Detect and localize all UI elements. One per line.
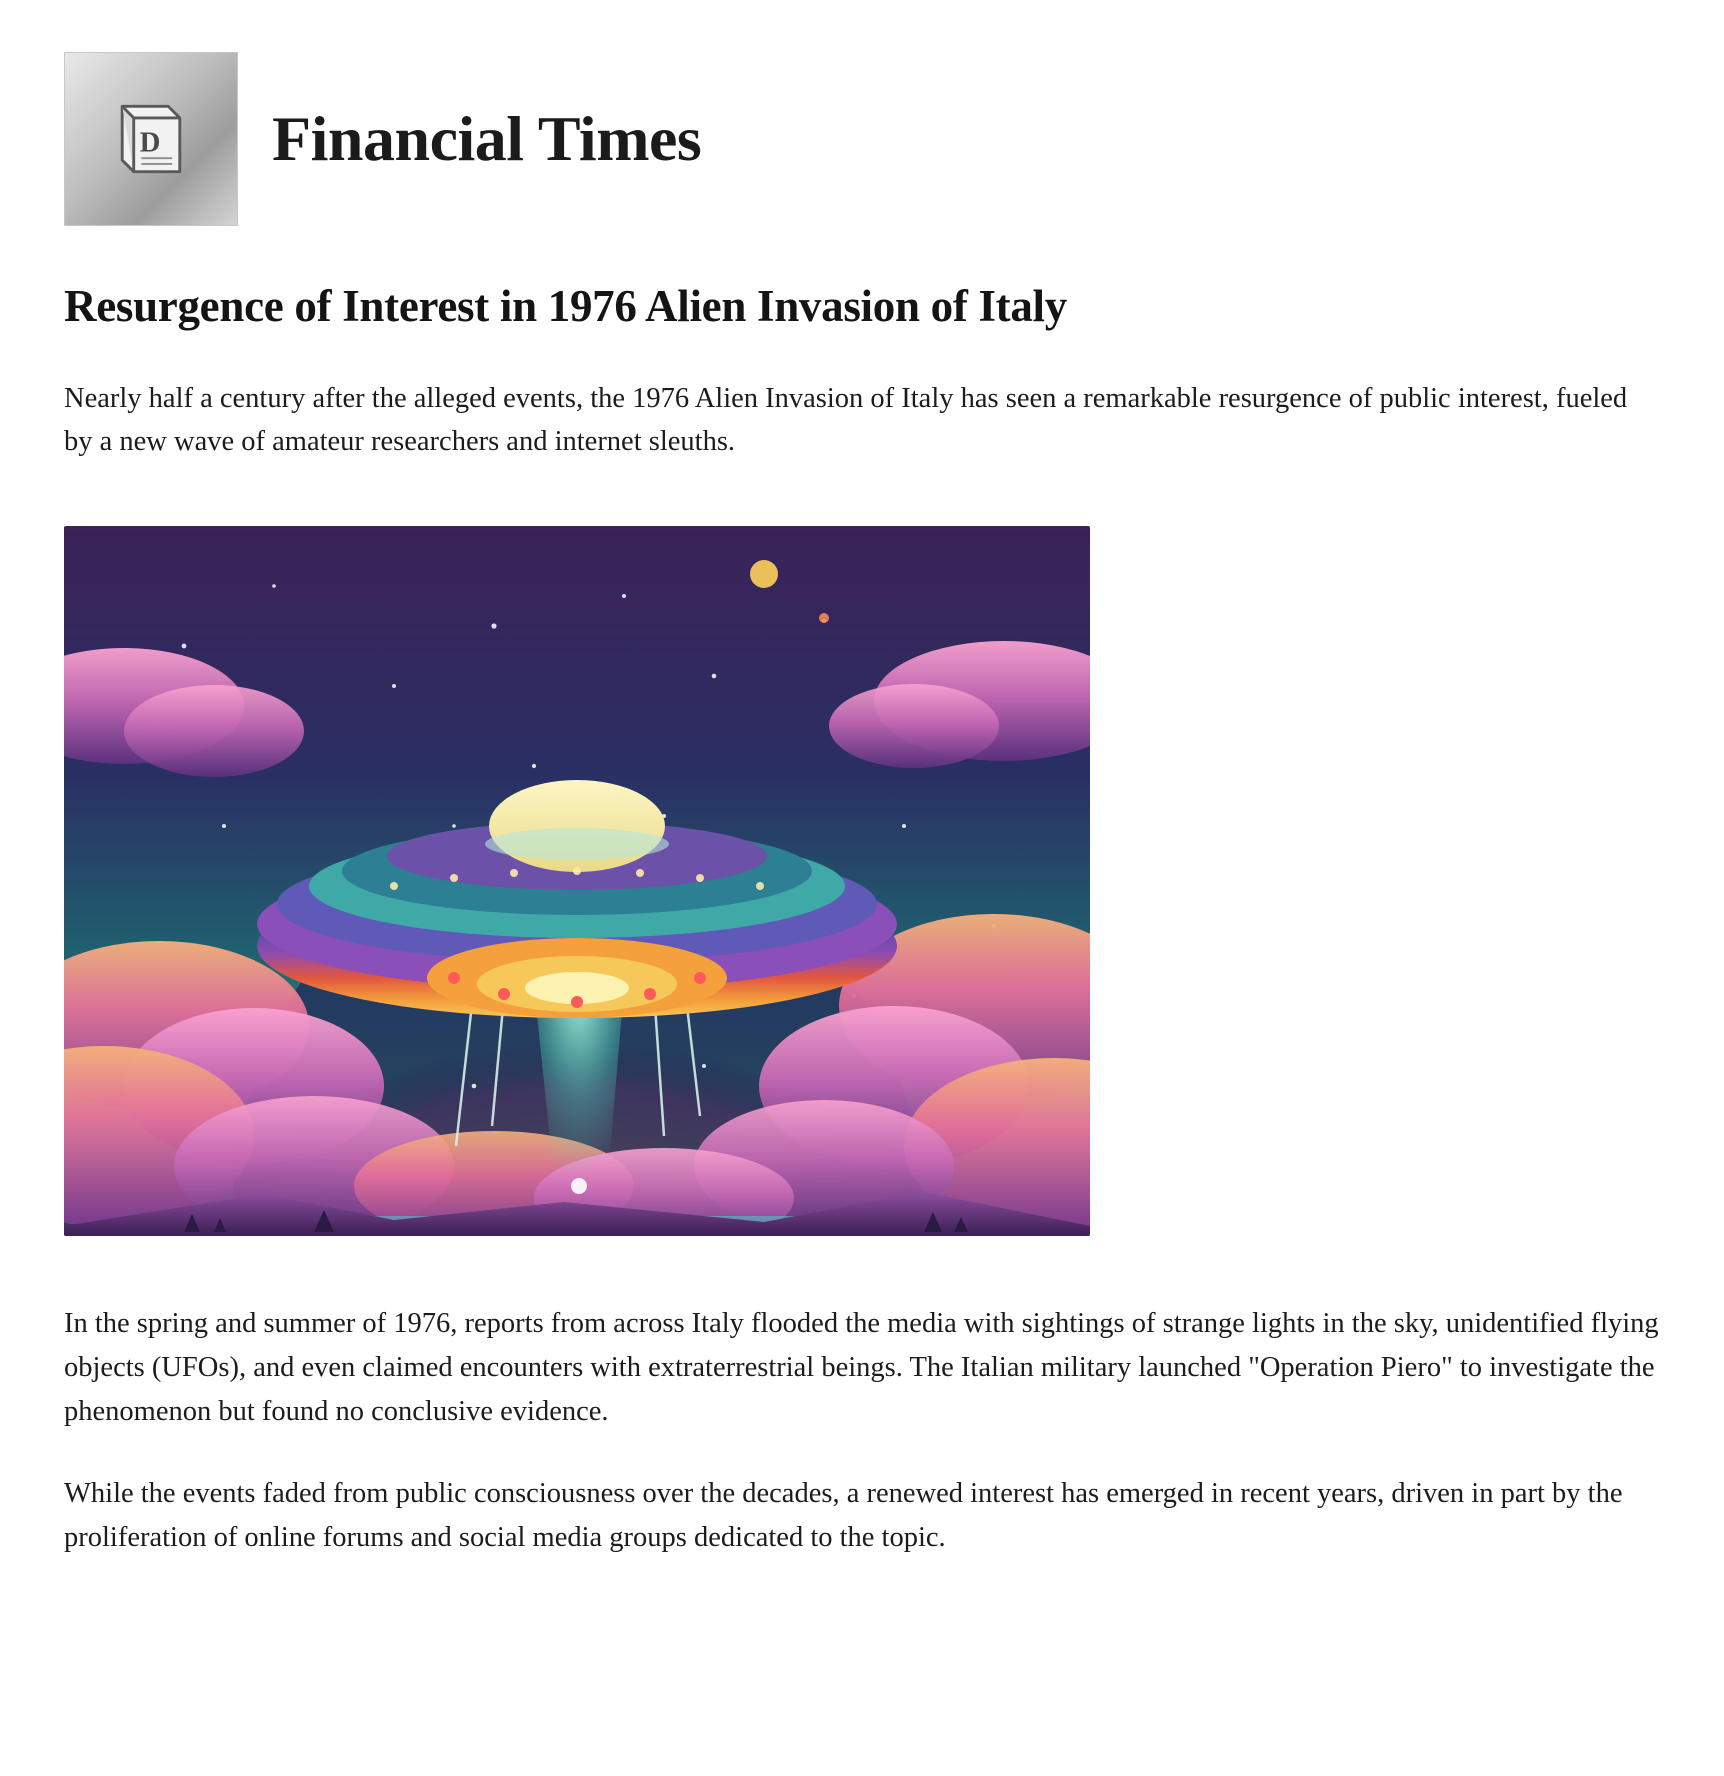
article-standfirst: Nearly half a century after the alleged events, the 1976 Alien Invasion of Italy has seen a remarkable resurgence of public interest, fueled by a new wave of amateur researchers and internet sleuths.: [64, 383, 1628, 458]
masthead-title: Financial Times: [272, 103, 702, 174]
ufo-illustration: [64, 526, 1090, 1236]
newspaper-logo-icon: [103, 91, 199, 187]
article-body: [64, 1302, 1660, 1561]
page-title: Resurgence of Interest in 1976 Alien Invasion of Italy: [64, 281, 1067, 331]
newspaper-logo: [64, 52, 238, 226]
svg-text:D: D: [139, 126, 161, 159]
masthead: [64, 52, 1660, 226]
body-paragraph: In the spring and summer of 1976, reports from across Italy flooded the media with sightings of strange lights in the sky, unidentified flying objects (UFOs), and even claimed encounters with extraterrestrial beings. The Italian military launched "Operation Piero" to investigate the phenomenon but found no conclusive evidence.: [64, 1307, 1659, 1428]
article-figure: [64, 526, 1660, 1236]
body-paragraph: While the events faded from public consciousness over the decades, a renewed interest has emerged in recent years, driven in part by the proliferation of online forums and social media groups dedicated to the topic.: [64, 1478, 1623, 1554]
